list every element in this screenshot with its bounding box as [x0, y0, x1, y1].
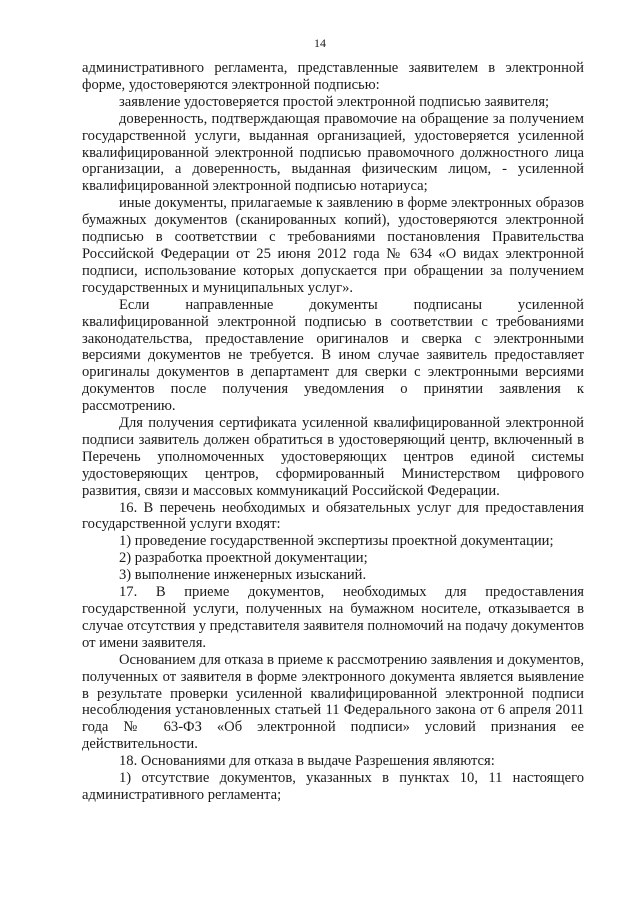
paragraph: Если направленные документы подписаны усиленной квалифицированной электронной подписью в соответствии с требованиями законодательства, предоставление оригиналов и сверка с электронными версиями документов не требуется. В ином случае заявитель предоставляет оригиналы документов в департамент для сверки с электронными версиями документов после получения уведомления о принятии заявления к рассмотрению.	[82, 296, 584, 415]
paragraph: доверенность, подтверждающая правомочие на обращение за получением государственной услуги, выданная организацией, удостоверяется усиленной квалифицированной электронной подписью правомочного должностного лица организации, а доверенность, выданная физическим лицом, - усиленной квалифицированной электронной подписью нотариуса;	[82, 110, 584, 195]
paragraph: Для получения сертификата усиленной квалифицированной электронной подписи заявитель должен обратиться в удостоверяющий центр, включенный в Перечень уполномоченных удостоверяющих центров единой системы удостоверяющих центров, сформированный Министерством цифрового развития, связи и массовых коммуникаций Российской Федерации.	[82, 415, 584, 499]
list-item: 2) разработка проектной документации;	[119, 550, 368, 567]
list-item: 1) проведение государственной экспертизы проектной документации;	[119, 533, 554, 550]
body-text	[82, 60, 584, 804]
list-item: 3) выполнение инженерных изысканий.	[119, 567, 367, 584]
paragraph: административного регламента, представленные заявителем в электронной форме, удостоверяются электронной подписью:	[82, 60, 584, 93]
paragraph: иные документы, прилагаемые к заявлению в форме электронных образов бумажных документов (сканированных копий), удостоверяются электронной подписью в соответствии с требованиями постановления Правительства Российской Федерации от 25 июня 2012 года № 634 «О видах электронной подписи, использование которых допускается при обращении за получением государственных и муниципальных услуг».	[82, 195, 584, 296]
paragraph: Основанием для отказа в приеме к рассмотрению заявления и документов, полученных от заявителя в форме электронного документа является выявление в результате проверки усиленной квалифицированной электронной подписи несоблюдения установленных статьей 11 Федерального закона от 6 апреля 2011 года № 63-ФЗ «Об электронной подписи» условий признания ее действительности.	[82, 651, 584, 753]
list-item: 1) отсутствие документов, указанных в пунктах 10, 11 настоящего административного регламента;	[82, 770, 584, 803]
paragraph: 17. В приеме документов, необходимых для предоставления государственной услуги, полученных на бумажном носителе, отказывается в случае отсутствия у представителя заявителя полномочий на подачу документов от имени заявителя.	[82, 584, 584, 651]
paragraph: 16. В перечень необходимых и обязательных услуг для предоставления государственной услуги входят:	[82, 499, 584, 533]
paragraph: заявление удостоверяется простой электронной подписью заявителя;	[119, 93, 550, 110]
page-number: 14	[314, 36, 326, 50]
paragraph: 18. Основаниями для отказа в выдаче Разрешения являются:	[119, 753, 495, 770]
